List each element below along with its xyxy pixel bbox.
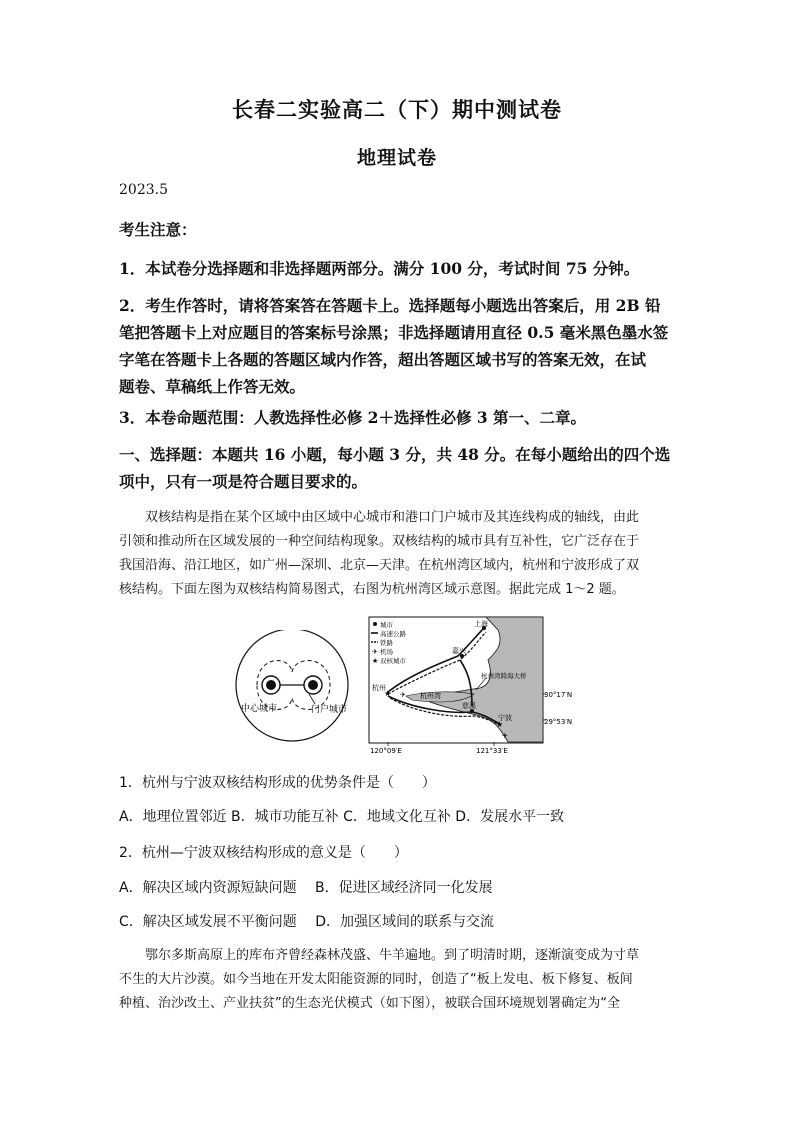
ningbo-label: 宁波	[498, 714, 512, 722]
center-city-dot	[266, 680, 276, 690]
passage-line: 引领和推动所在区域发展的一种空间结构现象。双核结构的城市具有互补性，它广泛存在于	[119, 534, 640, 549]
hangzhou-bay-label: 杭州湾	[420, 692, 441, 700]
legend-dual-core-icon: ★	[372, 657, 379, 665]
question-2-options-cd: C．解决区域发展不平衡问题 D．加强区域间的联系与交流	[119, 914, 495, 930]
legend-airport-icon: ✈	[372, 648, 378, 656]
notice-item-2-line: 笔把答题卡上对应题目的答案标号涂黑；非选择题请用直径 0.5 毫米黑色墨水签	[119, 323, 669, 342]
hangzhou-label: 杭州	[372, 684, 386, 692]
legend-dual-core: 双核城市	[380, 657, 406, 665]
exam-date: 2023.5	[119, 182, 168, 198]
notice-item-1: 1．本试卷分选择题和非选择题两部分。满分 100 分，考试时间 75 分钟。	[119, 259, 640, 278]
legend-city: 城市	[380, 621, 393, 629]
notice-item-2-line: 字笔在答题卡上各题的答题区域内作答，超出答题区域书写的答案无效，在试	[119, 350, 647, 369]
question-1: 1．杭州与宁波双核结构形成的优势条件是（ ）	[119, 775, 436, 791]
bridge-label: 杭州湾跨海大桥	[481, 672, 527, 680]
question-1-options: A．地理位置邻近 B．城市功能互补 C．地域文化互补 D．发展水平一致	[119, 809, 565, 825]
cixi-label: 慈溪	[462, 702, 476, 710]
page-title: 长春二实验高二（下）期中测试卷	[232, 97, 562, 122]
lat-bottom-label: 29°53′N	[544, 718, 573, 726]
hangzhou-airport-icon: ✈	[400, 691, 406, 699]
ningbo-star: ★	[496, 720, 504, 729]
section-heading	[119, 441, 679, 495]
hangzhou-star: ★	[384, 689, 392, 698]
notice-item-2	[119, 292, 679, 400]
gateway-city-dot	[308, 680, 318, 690]
lon-right-label: 121°33′E	[476, 747, 508, 755]
lon-left-label: 120°09′E	[370, 747, 402, 755]
center-city-label: 中心城市	[241, 704, 278, 714]
jiaxing-label: 嘉兴	[452, 647, 466, 655]
passage-line: 不生的大片沙漠。如今当地在开发太阳能资源的同时，创造了“板上发电、板下修复、板间	[119, 972, 633, 987]
page-subtitle: 地理试卷	[356, 147, 437, 169]
leader-line	[309, 694, 315, 704]
passage-line: 鄂尔多斯高原上的库布齐曾经森林茂盛、牛羊遍地。到了明清时期，逐渐演变成为寸草	[145, 948, 640, 963]
section-heading-line: 一、选择题：本题共 16 小题，每小题 3 分，共 48 分。在每小题给出的四个选	[119, 445, 671, 464]
legend-highway: 高速公路	[380, 630, 406, 638]
notice-item-3: 3．本卷命题范围：人教选择性必修 2＋选择性必修 3 第一、二章。	[119, 408, 587, 427]
passage-line: 我国沿海、沿江地区，如广州—深圳、北京—天津。在杭州湾区域内，杭州和宁波形成了双	[119, 558, 640, 573]
legend-city-icon	[373, 622, 377, 626]
gateway-city-label: 门户城市	[311, 705, 348, 715]
dual-core-diagram	[225, 630, 360, 745]
notice-item-2-line: 2．考生作答时，请将答案答在答题卡上。选择题每小题选出答案后，用 2B 铅	[119, 296, 661, 315]
passage-line: 核结构。下面左图为双核结构简易图式，右图为杭州湾区域示意图。据此完成 1～2 题。	[119, 582, 625, 597]
hangzhou-bay-map	[368, 616, 594, 759]
section-heading-line: 项中，只有一项是符合题目要求的。	[119, 472, 368, 491]
lat-top-label: 30°17′N	[544, 691, 573, 699]
passage-1	[119, 506, 677, 602]
legend-airport: 机场	[380, 648, 393, 656]
legend-railway: 铁路	[380, 639, 393, 647]
ningbo-airport-icon: ✈	[502, 732, 508, 740]
question-2-options-ab: A．解决区域内资源短缺问题 B．促进区域经济同一化发展	[119, 880, 493, 896]
passage-line: 种植、治沙改土、产业扶贫”的生态光伏模式（如下图），被联合国环境规划署确定为“全	[119, 996, 620, 1011]
notice-item-2-line: 题卷、草稿纸上作答无效。	[119, 377, 306, 396]
passage-line: 双核结构是指在某个区域中由区域中心城市和港口门户城市及其连线构成的轴线，由此	[145, 510, 640, 525]
question-2: 2．杭州—宁波双核结构形成的意义是（ ）	[119, 845, 408, 861]
notice-heading: 考生注意：	[119, 220, 197, 239]
passage-2	[119, 944, 677, 1016]
shanghai-label: 上海	[474, 620, 488, 628]
